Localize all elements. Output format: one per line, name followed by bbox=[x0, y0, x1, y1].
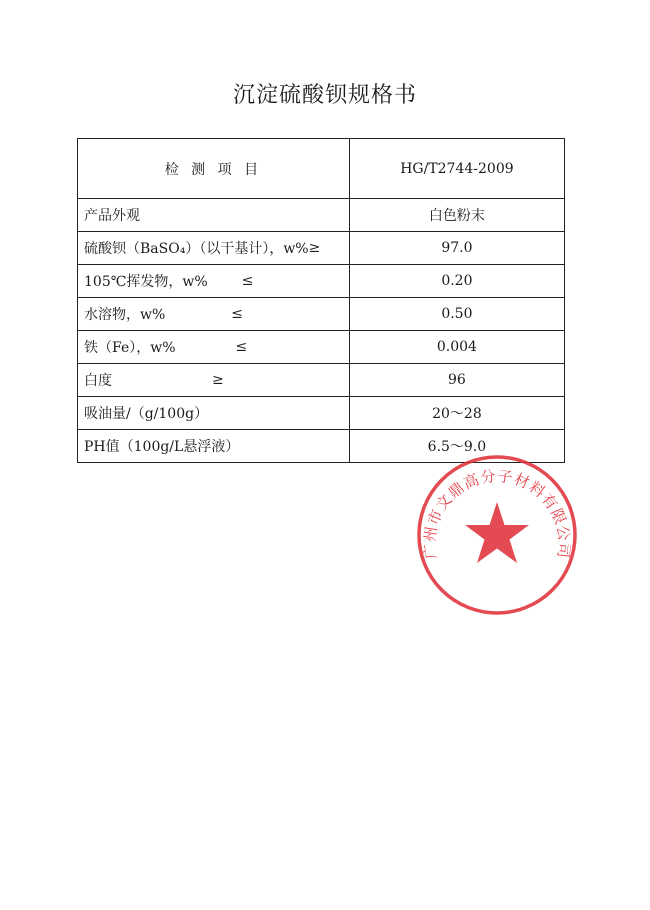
row-value: 白色粉末 bbox=[349, 199, 564, 232]
row-operator: ≤ bbox=[241, 273, 254, 289]
table-row bbox=[78, 364, 565, 397]
row-operator: ≥ bbox=[308, 240, 321, 256]
row-name: 产品外观 bbox=[84, 208, 140, 224]
row-value: 20～28 bbox=[349, 397, 564, 430]
row-value: 0.004 bbox=[349, 331, 564, 364]
header-item-label: 检 测 项 目 bbox=[78, 139, 350, 199]
row-value: 0.50 bbox=[349, 298, 564, 331]
table-row bbox=[78, 232, 565, 265]
row-operator: ≥ bbox=[212, 372, 224, 388]
table-row bbox=[78, 265, 565, 298]
document-title: 沉淀硫酸钡规格书 bbox=[232, 83, 417, 108]
row-name: 水溶物，w% bbox=[84, 307, 166, 323]
row-name: PH值（100g/L悬浮液） bbox=[84, 439, 240, 455]
seal-star-icon bbox=[465, 502, 529, 563]
spec-table bbox=[77, 138, 565, 463]
table-row bbox=[78, 331, 565, 364]
seal-text: 广州市文鼎高分子材料有限公司 bbox=[420, 466, 574, 560]
row-name: 白度 bbox=[84, 373, 112, 389]
row-value: 0.20 bbox=[349, 265, 564, 298]
row-name: 硫酸钡（BaSO₄）（以干基计），w% bbox=[84, 241, 309, 257]
table-header-row bbox=[78, 139, 565, 199]
table-row bbox=[78, 298, 565, 331]
row-name: 铁（Fe），w% bbox=[84, 340, 176, 356]
row-value: 6.5～9.0 bbox=[349, 430, 564, 463]
row-value: 96 bbox=[349, 364, 564, 397]
row-operator: ≤ bbox=[231, 306, 244, 322]
row-value: 97.0 bbox=[349, 232, 564, 265]
header-standard: HG/T2744-2009 bbox=[349, 139, 564, 199]
row-name: 105℃挥发物，w% bbox=[84, 274, 208, 290]
table-row bbox=[78, 397, 565, 430]
table-row bbox=[78, 199, 565, 232]
row-operator: ≤ bbox=[235, 339, 248, 355]
company-seal-stamp bbox=[412, 450, 582, 620]
row-name: 吸油量/（g/100g） bbox=[84, 406, 209, 422]
